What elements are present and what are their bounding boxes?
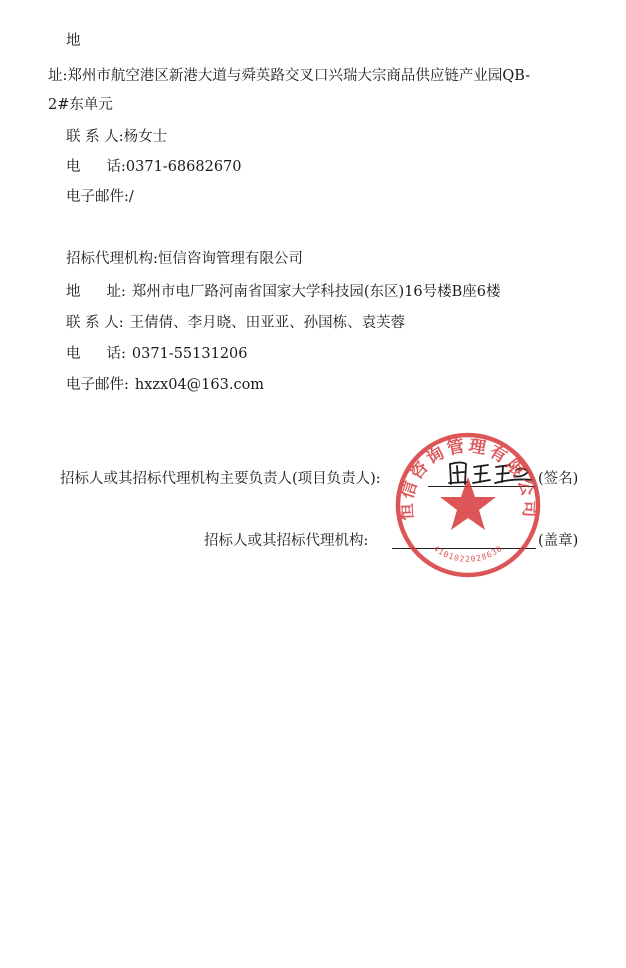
- applicant-address-line1: [48, 67, 530, 85]
- applicant-phone-value: 0371-68682670: [125, 159, 242, 175]
- agency-name: [66, 250, 303, 268]
- company-seal-stamp: [392, 425, 544, 585]
- handwritten-signature: [444, 458, 536, 490]
- agency-email: [66, 376, 264, 394]
- agency-email-label: 电子邮件:: [66, 377, 129, 393]
- agency-contact: [66, 314, 405, 332]
- applicant-address-label-1: 地: [66, 33, 81, 49]
- agency-address: [66, 283, 501, 301]
- agency-phone-value: 0371-55131206: [131, 346, 248, 362]
- applicant-contact: [66, 128, 167, 146]
- signature-person-suffix: (签名): [538, 471, 579, 487]
- applicant-email: [66, 188, 134, 206]
- signature-org-line: [392, 548, 536, 549]
- applicant-email-value: /: [128, 189, 134, 205]
- agency-address-value: 郑州市电厂路河南省国家大学科技园(东区)16号楼B座6楼: [131, 284, 501, 300]
- agency-contact-value: 王倩倩、李月晓、田亚亚、孙国栋、袁芙蓉: [129, 315, 406, 331]
- applicant-address-label-2: 址:: [48, 68, 68, 84]
- stamp-code-text: 4101022028630: [431, 543, 505, 564]
- applicant-phone-label-2: 话:: [106, 159, 126, 175]
- agency-contact-label: 联 系 人:: [66, 315, 124, 331]
- applicant-address-value-line2: 2#东单元: [48, 97, 113, 113]
- applicant-phone-label-1: 电: [66, 159, 81, 175]
- applicant-contact-label: 联 系 人:: [66, 129, 124, 145]
- agency-name-label: 招标代理机构:: [66, 251, 158, 267]
- applicant-phone: [66, 158, 242, 176]
- agency-phone-label-1: 电: [66, 346, 81, 362]
- signature-person-label: 招标人或其招标代理机构主要负责人(项目负责人):: [60, 471, 381, 487]
- agency-address-label-1: 地: [66, 284, 81, 300]
- stamp-company-text: 恒信咨询管理有限公司: [396, 436, 540, 521]
- stamp-outer-ring: [398, 435, 538, 575]
- signature-org-suffix: (盖章): [538, 533, 579, 549]
- agency-email-value: hxzx04@163.com: [134, 377, 265, 393]
- applicant-email-label: 电子邮件:: [66, 189, 129, 205]
- agency-address-label-2: 址:: [106, 284, 126, 300]
- applicant-contact-value: 杨女士: [123, 129, 168, 145]
- agency-phone: [66, 345, 248, 363]
- signature-org-label: 招标人或其招标代理机构:: [204, 533, 369, 549]
- agency-name-value: 恒信咨询管理有限公司: [157, 251, 303, 267]
- applicant-address-value-line1: 郑州市航空港区新港大道与舜英路交叉口兴瑞大宗商品供应链产业园QB-: [67, 68, 531, 84]
- agency-phone-label-2: 话:: [106, 346, 126, 362]
